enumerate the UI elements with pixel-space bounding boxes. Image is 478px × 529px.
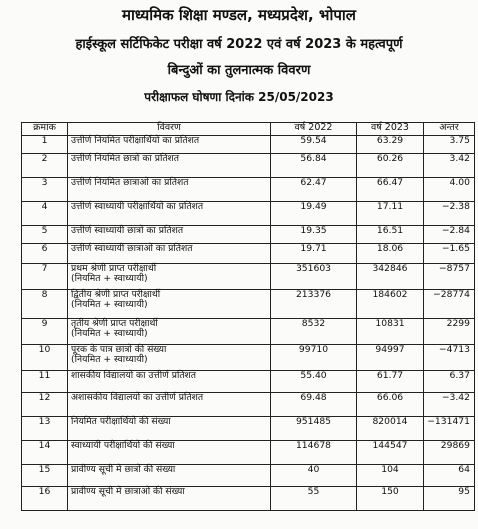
- cell-2023: [357, 202, 424, 226]
- cell-serial: [22, 244, 68, 264]
- cell-description: [68, 136, 271, 154]
- cell-description: [68, 417, 271, 441]
- column-header-description: विवरण: [68, 123, 271, 136]
- cell-2023: [357, 244, 424, 264]
- table-row: [22, 417, 475, 441]
- cell-2023-text: 10831: [375, 318, 405, 329]
- cell-2023-text: 820014: [372, 416, 408, 427]
- report-title: हाईस्कूल सर्टिफिकेट परीक्षा वर्ष 2022 एवं वर्ष 2023 के महत्वपूर्ण: [75, 37, 403, 52]
- cell-description-text: अशासकीय विद्यालयों का उत्तीर्ण प्रतिशत: [71, 392, 204, 403]
- cell-serial-text: 5: [41, 225, 48, 236]
- cell-difference-text: −2.38: [441, 201, 470, 212]
- cell-serial: [22, 264, 68, 290]
- cell-difference-text: 3.42: [449, 153, 470, 164]
- cell-difference: [424, 487, 475, 511]
- cell-2023-text: 342846: [372, 263, 408, 274]
- cell-serial: [22, 226, 68, 244]
- cell-2023: [357, 178, 424, 202]
- cell-difference-text: −131471: [427, 416, 470, 427]
- cell-2022-text: 99710: [298, 344, 329, 355]
- column-header-difference: अन्तर: [424, 123, 475, 136]
- cell-difference-text: −28774: [433, 289, 470, 300]
- cell-description: [68, 319, 271, 345]
- cell-2023: [357, 264, 424, 290]
- cell-2023-text: 60.26: [376, 153, 404, 164]
- cell-description-note: (नियमित + स्वाध्यायी): [71, 328, 148, 339]
- cell-2023-text: 66.47: [376, 177, 404, 188]
- cell-serial-text: 2: [41, 153, 48, 164]
- cell-serial-text: 6: [41, 243, 48, 254]
- cell-description: [68, 465, 271, 487]
- cell-2022: [271, 290, 357, 319]
- cell-description: [68, 244, 271, 264]
- cell-description-text: पूरक के पात्र छात्रों की संख्या: [71, 344, 167, 355]
- cell-difference: [424, 371, 475, 393]
- cell-serial-text: 12: [38, 392, 51, 403]
- cell-description-text: नियमित परीक्षार्थियों की संख्या: [71, 416, 171, 427]
- cell-difference-text: −3.42: [441, 392, 470, 403]
- cell-description-text: उत्तीर्ण नियमित छात्राओं का प्रतिशत: [71, 177, 189, 188]
- cell-2022-text: 55: [307, 486, 320, 497]
- cell-description-note: (नियमित + स्वाध्यायी): [71, 354, 148, 365]
- cell-2022: [271, 244, 357, 264]
- table-body: [22, 136, 475, 511]
- cell-description-text: प्रावीण्य सूची में छात्राओं की संख्या: [71, 486, 185, 497]
- cell-2022-text: 351603: [295, 263, 332, 274]
- cell-2023-text: 66.06: [376, 392, 404, 403]
- cell-2023-text: 16.51: [376, 225, 404, 236]
- cell-2022: [271, 202, 357, 226]
- cell-difference-text: 2299: [446, 318, 470, 329]
- cell-serial: [22, 136, 68, 154]
- cell-2022-text: 40: [307, 464, 320, 475]
- table-row: [22, 441, 475, 465]
- cell-2023-text: 184602: [372, 289, 408, 300]
- cell-2023: [357, 345, 424, 371]
- cell-2023: [357, 136, 424, 154]
- cell-difference-text: −4713: [438, 344, 470, 355]
- cell-2023: [357, 441, 424, 465]
- cell-difference-text: 95: [458, 486, 470, 497]
- cell-description-text: उत्तीर्ण नियमित छात्रों का प्रतिशत: [71, 153, 180, 164]
- cell-2022-text: 55.40: [300, 370, 327, 381]
- cell-difference: [424, 290, 475, 319]
- cell-2022: [271, 371, 357, 393]
- table-row: [22, 393, 475, 417]
- cell-2023: [357, 487, 424, 511]
- cell-2022-text: 19.35: [300, 225, 327, 236]
- cell-serial: [22, 393, 68, 417]
- cell-description: [68, 393, 271, 417]
- board-title: माध्यमिक शिक्षा मण्डल, मध्यप्रदेश, भोपाल: [122, 6, 356, 24]
- cell-serial-text: 14: [38, 440, 51, 451]
- cell-2022-text: 56.84: [300, 153, 327, 164]
- cell-serial-text: 13: [38, 416, 51, 427]
- cell-description: [68, 202, 271, 226]
- cell-serial-text: 10: [38, 344, 51, 355]
- cell-difference-text: 64: [458, 464, 470, 475]
- cell-2023-text: 61.77: [376, 370, 404, 381]
- cell-difference: [424, 244, 475, 264]
- cell-2022-text: 213376: [295, 289, 332, 300]
- cell-difference-text: −2.84: [441, 225, 470, 236]
- cell-serial-text: 8: [41, 289, 48, 300]
- cell-description: [68, 178, 271, 202]
- cell-difference-text: 3.75: [449, 135, 470, 146]
- cell-2023: [357, 290, 424, 319]
- cell-difference: [424, 465, 475, 487]
- cell-description: [68, 371, 271, 393]
- table-row: [22, 487, 475, 511]
- cell-description-text: प्रावीण्य सूची में छात्रों की संख्या: [71, 464, 176, 475]
- cell-description-text: उत्तीर्ण स्वाध्यायी छात्रों का प्रतिशत: [71, 225, 184, 236]
- cell-description-text: शासकीय विद्यालयों का उत्तीर्ण प्रतिशत: [71, 370, 197, 381]
- cell-difference-text: −1.65: [441, 243, 470, 254]
- cell-serial-text: 11: [38, 370, 51, 381]
- cell-2023: [357, 319, 424, 345]
- cell-2022: [271, 178, 357, 202]
- table-row: [22, 345, 475, 371]
- cell-2022: [271, 154, 357, 178]
- cell-difference: [424, 345, 475, 371]
- cell-serial: [22, 319, 68, 345]
- comparison-table: [21, 122, 475, 511]
- cell-2022: [271, 319, 357, 345]
- cell-serial: [22, 154, 68, 178]
- cell-serial-text: 9: [41, 318, 48, 329]
- cell-2022: [271, 345, 357, 371]
- cell-2022-text: 59.54: [300, 135, 327, 146]
- cell-description: [68, 441, 271, 465]
- table-row: [22, 465, 475, 487]
- cell-description-text: द्वितीय श्रेणी प्राप्त परीक्षार्थी: [71, 289, 161, 300]
- cell-2022: [271, 465, 357, 487]
- cell-difference-text: 6.37: [449, 370, 470, 381]
- table-row: [22, 371, 475, 393]
- cell-difference: [424, 202, 475, 226]
- cell-serial: [22, 417, 68, 441]
- cell-2023-text: 17.11: [376, 201, 404, 212]
- cell-serial: [22, 371, 68, 393]
- cell-serial: [22, 345, 68, 371]
- table-header-row: [22, 123, 475, 136]
- cell-2022-text: 114678: [295, 440, 332, 451]
- cell-2022: [271, 487, 357, 511]
- cell-difference-text: 29869: [440, 440, 470, 451]
- cell-serial-text: 16: [38, 486, 51, 497]
- table-row: [22, 136, 475, 154]
- cell-serial-text: 15: [38, 464, 51, 475]
- cell-description: [68, 226, 271, 244]
- cell-serial: [22, 441, 68, 465]
- cell-description: [68, 487, 271, 511]
- cell-description: [68, 290, 271, 319]
- table-row: [22, 202, 475, 226]
- cell-2022: [271, 136, 357, 154]
- cell-2022: [271, 441, 357, 465]
- result-date: परीक्षाफल घोषणा दिनांक 25/05/2023: [144, 90, 334, 104]
- cell-serial-text: 3: [41, 177, 48, 188]
- cell-2023-text: 63.29: [376, 135, 404, 146]
- cell-description: [68, 154, 271, 178]
- table-row: [22, 264, 475, 290]
- cell-difference: [424, 319, 475, 345]
- cell-serial-text: 4: [41, 201, 48, 212]
- cell-2023: [357, 393, 424, 417]
- cell-description-text: उत्तीर्ण स्वाध्यायी छात्राओं का प्रतिशत: [71, 243, 193, 254]
- cell-2022-text: 19.71: [300, 243, 327, 254]
- cell-description: [68, 264, 271, 290]
- cell-description-text: तृतीय श्रेणी प्राप्त परीक्षार्थी: [71, 318, 158, 329]
- cell-serial: [22, 465, 68, 487]
- cell-difference: [424, 226, 475, 244]
- cell-2023: [357, 417, 424, 441]
- cell-2023: [357, 465, 424, 487]
- cell-2023: [357, 226, 424, 244]
- cell-difference: [424, 393, 475, 417]
- cell-difference: [424, 417, 475, 441]
- column-header-2022: वर्ष 2022: [271, 123, 357, 136]
- cell-difference-text: 4.00: [449, 177, 470, 188]
- cell-description-note: (नियमित + स्वाध्यायी): [71, 299, 148, 310]
- cell-2022: [271, 264, 357, 290]
- cell-description-text: उत्तीर्ण स्वाध्यायी परीक्षार्थियों का प्रतिशत: [71, 201, 204, 212]
- report-subtitle: बिन्दुओं का तुलनात्मक विवरण: [167, 63, 311, 78]
- cell-2022-text: 62.47: [300, 177, 327, 188]
- cell-difference: [424, 154, 475, 178]
- cell-2023: [357, 371, 424, 393]
- cell-2022: [271, 417, 357, 441]
- table-row: [22, 244, 475, 264]
- cell-difference: [424, 178, 475, 202]
- cell-2022-text: 19.49: [300, 201, 327, 212]
- cell-2023-text: 150: [381, 486, 399, 497]
- cell-serial-text: 7: [41, 263, 48, 274]
- cell-2023-text: 144547: [372, 440, 408, 451]
- table-row: [22, 290, 475, 319]
- cell-description-note: (नियमित + स्वाध्यायी): [71, 273, 148, 284]
- cell-serial: [22, 487, 68, 511]
- cell-2023-text: 18.06: [376, 243, 404, 254]
- column-header-sn: क्रमांक: [22, 123, 68, 136]
- cell-difference: [424, 136, 475, 154]
- cell-2023-text: 104: [381, 464, 399, 475]
- cell-2023-text: 94997: [375, 344, 405, 355]
- table-row: [22, 319, 475, 345]
- cell-difference-text: −8757: [438, 263, 470, 274]
- cell-difference: [424, 441, 475, 465]
- table-row: [22, 178, 475, 202]
- cell-serial: [22, 178, 68, 202]
- cell-description-text: स्वाध्यायी परीक्षार्थियों की संख्या: [71, 440, 175, 451]
- cell-2022-text: 69.48: [300, 392, 327, 403]
- cell-2022-text: 951485: [295, 416, 332, 427]
- cell-2022: [271, 226, 357, 244]
- cell-serial-text: 1: [41, 135, 48, 146]
- cell-description-text: प्रथम श्रेणी प्राप्त परीक्षार्थी: [71, 263, 157, 274]
- cell-2022: [271, 393, 357, 417]
- cell-2023: [357, 154, 424, 178]
- cell-2022-text: 8532: [301, 318, 326, 329]
- cell-description-text: उत्तीर्ण नियमित परीक्षार्थियों का प्रतिशत: [71, 135, 200, 146]
- table-row: [22, 226, 475, 244]
- cell-description: [68, 345, 271, 371]
- column-header-2023: वर्ष 2023: [357, 123, 424, 136]
- cell-difference: [424, 264, 475, 290]
- table-row: [22, 154, 475, 178]
- cell-serial: [22, 290, 68, 319]
- cell-serial: [22, 202, 68, 226]
